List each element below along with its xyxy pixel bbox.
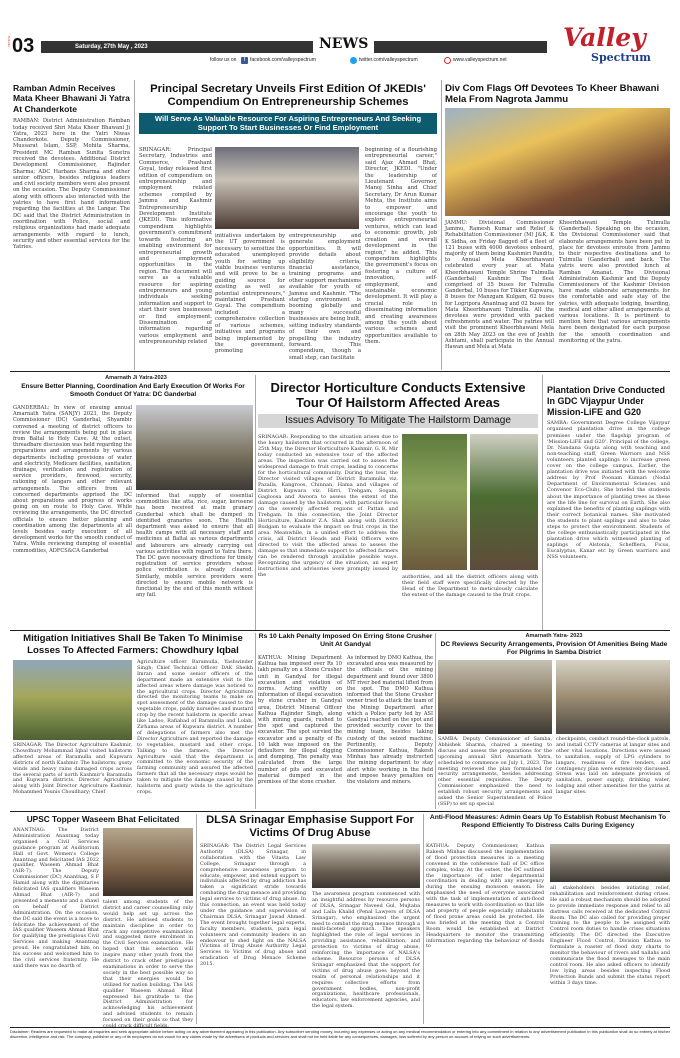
- kicker: Amarnath Yatra- 2023: [525, 633, 583, 639]
- headline: Ramban Admin Receives Mata Kheer Bhawani Ji Yatra At Chanderkote: [13, 83, 130, 114]
- headline: DLSA Srinagar Emphasise Support For Victims Of Drug Abuse: [206, 814, 414, 839]
- photo-orchard-2: [470, 434, 538, 570]
- column-rule: [196, 814, 197, 1024]
- article-upsc-topper: [13, 814, 193, 1030]
- page-header: [0, 0, 680, 66]
- column-2: authorities, and all the district officers along with their field staff were specifically directed by the Head of the Department to meticulously calculate the extent of the damage caused to the fruit crops.: [402, 574, 538, 598]
- photo-flag-off: [445, 108, 670, 216]
- column-1: KATHUA: Mining Department Kathua has imposed over Rs 10 lakh penalty on a Stone Crusher unit in Gandyal for illegal excavation and violation of norms. Acting swiftly on information of illegal excavation by stone crusher in Gandyal area, District Mineral Officer Kathua Rajinder Singh, along with mining guards, rushed to the spot and captured the excavator. The spot survied the excavator and a penalty of Rs 10 lakh was imposed on the defaulters for illegal digging and dumping. The penalty was calculated from the large number of pits and excavated material dumped in the premises of the stone crusher.: [258, 655, 342, 786]
- web-icon: [444, 57, 451, 64]
- article-stone-crusher-penalty: [258, 633, 433, 808]
- article-div-com-flags-off: [445, 83, 670, 368]
- column-1: SRINAGAR: The Director Agriculture Kashmir, Chowdhury Mohammad Iqbal visited hailstorm affected areas of Baramulla and Kupwara districts of north Kashmir. The hailstorm, gusty winds and heavy rains damaged crops across the several parts of north Kashmir's Baramulla and Kupwara districts. Director Agriculture along with Joint Director Agriculture Kashmir, Mohammed Younis Choudhary; Chief: [13, 742, 132, 796]
- valley-logo: Valley Spectrum: [563, 23, 651, 64]
- divider: [10, 811, 670, 812]
- twitter-link[interactable]: twitter.com/valleyspectrum: [359, 57, 418, 63]
- headline: Rs 10 Lakh Penalty Imposed On Erring Stone Crusher Unit At Gandyal: [258, 633, 433, 649]
- subhead-band: Will Serve As Valuable Resource For Aspiring Entrepreneurs And Seeking Support To Start Businesses Or Find Employment: [139, 113, 437, 134]
- column-3: entrepreneurship and generate employment opportunities. It will provide details about eligibility criteria, financial assistance, training programs and other support mechanisms available for youth of Jammu and Kashmir. "The startup environment is booming globally and many successful businesses are being built, setting industry standards of their own and propelling the industry forward. This compendium, though a small step, can facilitate: [289, 233, 361, 361]
- facebook-link[interactable]: facebook.com/valleyspectrum: [250, 57, 316, 63]
- article-plantation-drive: [547, 385, 670, 635]
- column-rule: [542, 375, 543, 630]
- photo-samba-2: [556, 660, 670, 734]
- column-2: The awareness program commenced with an insightful address by resource persons of DLSA, Srinagar Naveed Gul, Mujtaba and Laila Khalid (Penal Lawyers of DLSA Srinagar), who emphasized the urgent need to combat the drug menace through a multi-faceted approach. The speakers highlighted the role of legal services in providing assistance, rehabilitation, and protection to victims of drug abuse, reinforcing the importance of NALSA's scheme. Resource persons of DLSA Srinagar emphasized that the support for victims of drug abuse goes beyond the realm of personal relationships and it requires collective efforts from government bodies, non-profit organizations, healthcare professionals, educators, law enforcement agencies, and the legal system.: [312, 891, 420, 1010]
- article-body: RAMBAN: District Administration Ramban today received Shri Mata Kheer Bhawani Ji Yatra, 2023 here in the Yatri Niwas Chanderkote. Deputy Commissioner, Mussarat Islam, SSP, Mohita Sharma, President MC Ramban Sunita Sunetra received the devotees. Additional District Development Commissioner, Rajinder Sharma; ADC Harbans Sharma and other senior officers, besides religious leaders and civil society members were also present on the occasion. The Deputy Commissioner along with officers also interacted with the yatries to have first hand information regarding the facilities at the Langar. The DC said that the District Administration in coordination with Police, social and religious organizations had made adequate arrangements with regard to lunch, security and other essential services for the Yatries.: [13, 118, 130, 251]
- photo-samba-meeting: [438, 660, 552, 734]
- photo-orchard-1: [402, 434, 467, 570]
- column-1: SRINAGAR: The District Legal Services Authority (DLSA) Srinagar, in collaboration with the Vitasta Law College, Srinagar through a comprehensive awareness program to educate, empower, and extend support to individuals affected by drug addiction has taken a significant stride towards combating the drug menace and providing legal services to victims of drug abuse. In this connection, an event was held today under the guidance and supervision of Chairman DLSA, Srinagar Jawad Ahmed. The event brought together legal experts, faculty members, students, para legal volunteers and community leaders in an endeavour to shed light on the NALSA (Victims of Drug Abuse Authority Legal Services to Victims of drug abuse and eradication of Drug Menace Scheme 2015.: [200, 843, 306, 968]
- column-2: As informed by DMO Kathua, the excavated area was measured by the officials of the mining department and found over 3800 MT river bed material lifted from the spot. The DMO Kathua informed that the Stone Crusher owner tried to attack the team of the Mining Department after which a Police party led by ASI Gandyal reached on the spot and provided security cover to the mining team, besides taking custody of the seized machine. Pertinently, Deputy Commissioner Kathua, Rakesh Minhas has already instructed the mining department to stay alert while working in the field and impose heavy penalties on the violators and miners.: [347, 655, 433, 786]
- column-2: informed that supply of essential commodities like atta, rice, sugar, kerosene has been received at main granary Gunderbal which shall be dumped in identified granaries soon. The Health department was asked to ensure that all health camps with all necessary staff and medicines at Baltal as various departments and labourers are already carrying out various activities with regard to Yatra there. The DC gave necessary directions for timely registration of service providers whose police verification is already cleared. Similarly, mobile service providers were directed to ensure mobile network is functional by the end of this month without any fail.: [136, 493, 253, 599]
- section-label: NEWS: [313, 35, 374, 53]
- column-rule: [423, 814, 424, 1024]
- article-jkedi-compendium: [139, 83, 437, 363]
- column-1: GANDERBAL: In view of ensuing annual Amarnath Yatra (SANJY) 2023, the Deputy Commissioner (DC) Ganderbal, Shyambir convened a meeting of district officers to review the arrangements being put in place from Baltal to Holy Cave. At the outset, threadbare discussion was held regarding the preparations and arrangements by various departments including provisions of water and electricity, Medicare facilities, sanitation, drainage, verification and registration of service providers, firewood, security, rationing of langars and other relevant arrangements. The officers from all concerned departments apprised the DC about preparations and progress of works going on en route to Holy Cave. While reviewing the arrangements, the DC directed officials to ensure better planning and coordination among the departments at all levels besides early execution of all development works for the smooth conduct of Yatra. While reviewing dumping of essential commodities, ADFCS&CA Ganderbal: [13, 405, 132, 554]
- column-1: SRINAGAR: Responding to the situation arisen due to the heavy hailstorm that occurred in the afternoon of 25th May, the Director Horticulture Kashmir, G. R. Mir today conducted an extensive tour of the affected areas. The inspection was carried out to assess the widespread damage to fruit crops, leading to concerns for the horticultural community. During the tour, the Director visited villages of District Baramulla viz. Pazalla, Kangroos, Chinnan, Hama and villages of District Kupwara viz. Hirri, Trehgam, Sogam, Gagloosa and Awoora to assess the extent of the damage caused by the hailstorm, with particular focus on the severely affected regions of Pattan and Trehgam. In this connection, the Joint Director Horticulture, Kashmir Z.A. Shah along with District Budgam to evaluate the impact on fruit crops in the area. Meanwhile, in a unified effort to address the crisis, all District Heads and Field Officers were directed to visit the affected areas to assess the damage so that immediate support to affected farmers can be rendered through available possible ways. Recognizing the urgency of the situation, an expert instructions and advisories were promptly issued by the: [258, 434, 398, 578]
- headline: DC Reviews Security Arrangements, Provision Of Amenities Being Made For Pilgrims In Samba District: [440, 641, 668, 656]
- photo-dlsa-event: [312, 844, 420, 888]
- article-ramban-yatra: [13, 83, 130, 368]
- article-dc-samba-security: [438, 633, 670, 808]
- follow-us-text: follow us on: [210, 57, 237, 63]
- column-rule: [441, 80, 442, 370]
- headline: Director Horticulture Conducts Extensive Tour Of Hailstorm Affected Areas: [270, 380, 526, 410]
- photo-felicitation: [103, 828, 193, 896]
- divider: [10, 630, 670, 631]
- column-2: Agriculture officer Baramulla, Yashwinder Singh; Chief Technical Officer DAK Sheikh Imran and some senior officers of the department made an extensive visit to the affected areas where damage was noticed to the agricultural crops. Director Agriculture directed the monitoring teams to make on spot assessment of the damage caused to the vegetable crops, paddy nurseries and mustard crop by the recent hailstorm in specific areas like Ladoo, Rafiabad of Baramulla and Lolab, Zirhama areas of Kupwara district. A number of delegations of farmers also met the Director Agriculture and reported the damage to vegetables, mustard and other crops. Talking to the farmers, the Director Agriculture said that the department is committed to the economic security of the farming community and assured the affected farmers that all the necessary steps would be taken to mitigate the damage caused by the hailstorm and gusty winds to the agriculture crops.: [137, 659, 253, 795]
- photo-meeting: [136, 405, 253, 490]
- article-anti-flood-measures: [426, 814, 670, 1024]
- color-tag: COLOR: [7, 36, 11, 47]
- column-1: ANANTNAG: The District Administration Anantnag today organised a Civil Services guidance program at Auditorium Hall of Govt. Women's College Anantnag and felicitated IAS 2022 qualifier, Waseem Ahmad Bhat (AIR-7). The Deputy Commissioner (DC) Anantnag, S F Hamid along with the dignitaries felicitated IAS qualifiers Waseem Ahmad Bhat (AIR-7) and presented a memento and a shawl on behalf of District Administration. On the occasion, the DC said the event is a move to felicitate the achievement of the IAS qualifier Waseem Ahmad Bhat for qualifying the prestigious Civil Services and making Anantnag proud. He congratulated him on his success and welcomed him to the civil services fraternity. He said there was no dearth of: [13, 827, 99, 969]
- divider: [10, 371, 670, 372]
- headline: Anti-Flood Measures: Admin Gears Up To Establish Robust Mechanism To Respond Efficiently To Distress Calls During Exigency: [429, 814, 667, 830]
- column-2: initiatives undertaken by the UT government is necessary to sensitize the educated unemployed youth for setting up viable business ventures and will prove to be a guiding source for existing as well as potential entrepreneurs," maintained Prashant Goyal. The compendium included a comprehensive collection of various schemes, initiatives and programs being implemented by the government, promoting: [215, 233, 285, 355]
- photo-field-visit: [13, 660, 132, 740]
- column-1: SAMBA: Deputy Commissioner of Samba, Abhishek Sharma, chaired a meeting to discuss and assess the preparations for the upcoming annual Shri Amarnath Yatra, scheduled to commence on July 1, 2023. The meeting reviewed the plan formulated for security arrangements, besides addressing other essential requisites. The Deputy Commissioner emphasized the need to establish robust security arrangements and asked the Senior Superintendent of Police (SSP) to set up special: [438, 736, 552, 807]
- headline: Principal Secretary Unveils First Edition Of JKEDIs' Compendium On Entrepreneurship Schemes: [150, 83, 426, 108]
- article-mitigation-initiatives: [13, 633, 253, 808]
- headline: Plantation Drive Conducted In GDC Vijaypur Under Mission-LiFE and G20: [547, 385, 666, 417]
- photo-flood-meeting: [550, 844, 670, 882]
- page-number: 03: [12, 35, 35, 57]
- column-rule: [134, 80, 135, 370]
- headline: Ensure Better Planning, Coordination And Early Execution Of Works For Smooth Conduct Of Yatra: DC Ganderbal: [21, 383, 245, 398]
- footer-disclaimer: Disclaimer: Readers are requested to make all enquiries and seek appropriate advice before acting on any advertisement appearing in this publication. Any subscriber sending money, incurring any expenses or acting on any medical recommendation or entering into any commitment in relation to any advertisement publication in this publication shall do so entirely at his/her discretion, intelligence and risk. The company, publisher or any of its employees do not vouch for any claims made by the advertisers of products and services and shall not be held liable for any consequences, damages, loss suffered by any person on account of relying on such advertisements.: [10, 1027, 670, 1051]
- column-1: KATHUA: Deputy Commissioner, Kathua Rakesh Minhas discussed the implementation of flood protection measures in a meeting convened in the conference hall of DC office complex, today. At the outset, the DC outlined the importance of inter departmental coordination in dealing with any emergency during the ensuing monsoon season. He emphasised the need of everyone associated with the task of implementation of anti-flood measures to work with coordination so that life and property of people especially inhabitants of flood prone areas could be protected. He was briefed at the meeting that a Control Room would be established at District Headquarters to monitor the transmitting information regarding the behaviour of floods to: [426, 843, 544, 950]
- headline: Mitigation Initiatives Shall Be Taken To Minimise Losses To Affected Farmers: Chowdhury Iqbal: [23, 633, 243, 656]
- column-4: beginning of a flourishing entrepreneurial career," said Ajaz Ahmad Bhat, Director, JKEDI. "Under the leadership of Lieutenant Governor, Manoj Sinha and Chief Secretary, Dr Arun Kumar Mehta, the Institute aims to empower and encourage the youth to explore entrepreneurial ventures, which can lead to economic growth, job creation and overall development in the region," he added. This compendium highlights the government's focus on fostering a culture of innovation, self-employment, and sustainable economic development. It will play a crucial role in disseminating information and creating awareness among the youth about various schemes and opportunities available to them.: [365, 147, 437, 346]
- headline: Div Com Flags Off Devotees To Kheer Bhawani Mela From Nagrota Jammu: [445, 83, 660, 106]
- facebook-icon: f: [241, 57, 248, 64]
- subhead-band: Issues Advisory To Mitigate The Hailstorm Damage: [258, 414, 538, 428]
- column-2: Kheerbhawani Temple Tulmulla (Ganderbal). Speaking on the occasion, the Divisional Commissioner said that elaborate arrangements have been put in place for devotees enroute from Jammu to their respective destinations and to Tulmulla (Ganderbal) and back. The yatris were also provided lunch at Ramban Amanat. The Divisional Administration Kashmir and the Deputy Commissioners of the Kashmir Division have made elaborate arrangements for the comfortable and safe stay of the yatries, with adequate lodging, boarding, medical and other allied arrangements at various locations. It is pertinent to mention here that various arrangements have been designated for each purpose for the smooth coordination and monitoring of the yatra.: [559, 220, 670, 344]
- column-rule: [435, 633, 436, 809]
- column-1: SRINAGAR: Principal Secretary, Industries and Commerce, Prashant Goyal, today released first edition of compendium on entrepreneurship and employment related schemes compiled by Jammu and Kashmir Entrepreneurship Development Institute (JKEDI). This informative compendium highlights government's commitment towards fostering an enabling environment for entrepreneurial growth and employment opportunities in the region. The document will serve as a valuable resource for aspiring entrepreneurs and young individuals seeking information and support to start their own businesses or find employment. Dissemination of information regarding various employment and entrepreneurship related: [139, 147, 212, 346]
- twitter-icon: [350, 57, 357, 64]
- column-rule: [255, 375, 256, 630]
- issue-date: Saturday, 27th May , 2023: [75, 44, 148, 50]
- column-2: all stakeholders besides initiating relief, rehabilitation and reinforcement during crises. He said a robust mechanism should be adopted to provide immediate response and relief to all distress calls received at the dedicated Control Room. The DC also called for providing proper training to the people to be assigned with Control room duties to handle crises situations efficiently. The DC directed the Executive Engineer Flood Control, Division Kathua to formulate a roaster of flood duty charts to monitor the behaviour of rivers and nallahs and communicate the flood messages to the main control room. He also asked officers to identify low lying areas besides inspecting Flood Protection Bunds and submit the status report within 3 days time.: [550, 885, 670, 986]
- web-link[interactable]: www.valleyspectrum.net: [453, 57, 507, 63]
- column-2: checkpoints, conduct round-the-clock patrols, and install CCTV cameras at langar sites and other vital locations. Directions were issued to sanitation, supply of LPG cylinders to langars, readiness of fire tenders, and contingency plan were extensively discussed. Stress was laid on adequate provision of sanitation, power supply, drinking water, lodging and other amenities for the yatris at langar sites.: [556, 736, 670, 796]
- column-rule: [255, 633, 256, 809]
- article-horticulture-tour: [258, 380, 538, 630]
- kicker: Amarnath Ji Yatra-2023: [105, 375, 167, 381]
- article-dlsa-drug-abuse: [200, 814, 420, 1024]
- column-1: JAMMU: Divisional Commissioner Jammu, Ramesh Kumar and Relief & Rehabilitation Commissioner (M) J&K, K K Sidha, on Friday flagged off a fleet of 121 buses with 4000 devotees onboard, majority of them being Kashmiri Pandits, to Annual Mela Kheerbhawani celebrated every year at Mata Kheerbhawani Temple Shrine Tulmulla (Ganderbal) Kashmir. The fleet comprised of 35 buses for Tulmulla Ganderbal, 10 buses for Tikker Kupwara, 8 buses for Manzgam Kulgam, 62 buses for Logripora Anantnag and 02 buses for Mata Kheerbhawani Tulmulla. All the devotees were provided with packed refreshments and water. The yatries will visit the prominent Kheerbhawani Mela on 28th May 2023 on the eve of Jeshth Ashtami, shall participate in the Annual Hawan and Mela at Mata: [445, 220, 554, 351]
- column-2: talent among students of the district and career counselling only would help set up across the district. He advised students to maintain discipline in order to crack any competitive examination and suggested more enrolment in the Civil Services examination. He hoped that this selection will inspire many other youth from the district to crack other prestigious examinations in order to serve the society in the best possible way so that their energies would be utilized for nation building. The IAS qualifier Waseem Ahmad Bhat expressed his gratitude to the District Administration for acknowledging his achievement and advised students to remain focused on their goals so that they could crack difficult fields.: [103, 899, 193, 1030]
- article-body: SAMBA: Government Degree College Vijaypur organised plantation drive in the college premises under the flagship program of 'Mission-LiFE and G20'. Principal of the college, Dr. Nandana Gupta along with teaching and non-teaching staff, Green Warriors and NSS volunteers planted saplings to increase green cover on the college campus. Earlier, the plantation drive was initiated with the welcome address by Prof Poonam Kumari (Nodal Department of Environmental Sciences and Convenor Eco-Club). She briefed the students about the importance of planting trees as these are the life line for survival on Earth. She also explained the benefits of planting saplings with their correct botanical names. She motivated the students to plant saplings and also to take steps to protect the environment. Students of the college enthusiastically participated in the plantation drive which witnessed planting of saplings of Alstonia, Schefflera, Ficus, Eucalyptus, Kanar etc by Green warriors and NSS volunteers.: [547, 420, 670, 561]
- photo-release: [215, 147, 359, 229]
- article-dc-ganderbal: [13, 375, 253, 630]
- headline: UPSC Topper Waseem Bhat Felicitated: [26, 814, 180, 824]
